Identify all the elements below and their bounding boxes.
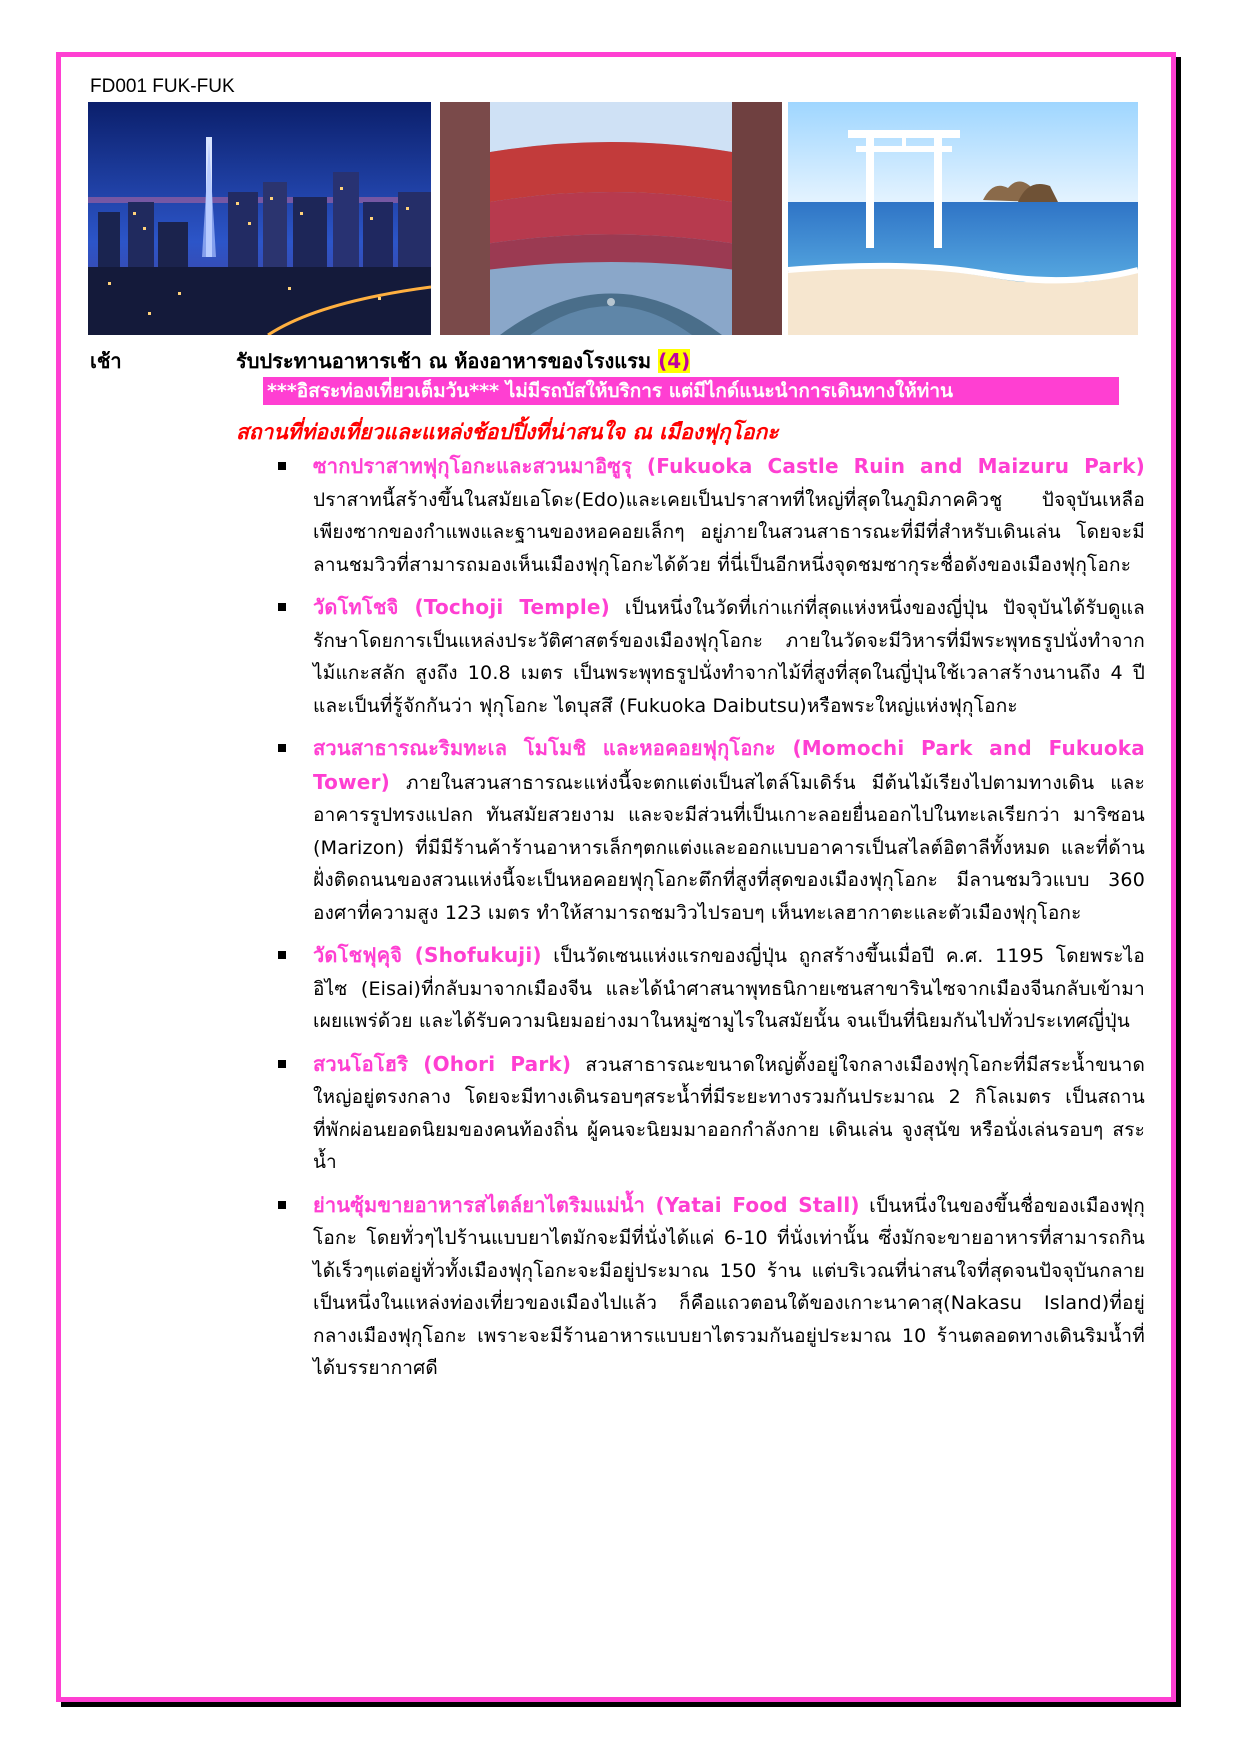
attraction-description: ภายในสวนสาธารณะแห่งนี้จะตกแต่งเป็นสไตล์โมเดิร์น มีต้นไม้เรียงไปตามทางเดิน และอาคารรูปทรงแปลก ทันสมัยสวยงาม และจะมีส่วนที่เป็นเกาะลอยยื่นออกไปในทะเลเรียกว่า มาริซอน (Marizon) ที่มีมีร้านค้าร้านอาหารเล็กๆตกแต่งและออกแบบอาคารเป็นสไลต์อิตาลีทั้งหมด และที่ด้านฝั่งติดถนนของสวนแห่งนี้จะเป็นหอคอยฟุกุโอกะตึกที่สูงที่สุดของเมืองฟุกุโอกะ มีลานชมวิวแบบ 360 องศาที่ความสูง 123 เมตร ทำให้สามารถชมวิวไปรอบๆ เห็นทะเลฮากาตะและตัวเมืองฟุกุโอกะ <box>313 771 1145 924</box>
attraction-list <box>275 450 1145 1395</box>
sakurai-futamigaura-torii-photo <box>788 102 1138 335</box>
list-item <box>275 1189 1145 1385</box>
square-bullet-icon <box>278 603 286 611</box>
list-item <box>275 939 1145 1038</box>
breakfast-note <box>236 345 690 377</box>
free-day-banner: ***อิสระท่องเที่ยวเต็มวัน*** ไม่มีรถบัสให้บริการ แต่มีไกด์แนะนำการเดินทางให้ท่าน <box>263 377 1119 405</box>
attraction-description: สวนสาธารณะขนาดใหญ่ตั้งอยู่ใจกลางเมืองฟุกุโอกะที่มีสระน้ำขนาดใหญ่อยู่ตรงกลาง โดยจะมีทางเดินรอบๆสระน้ำที่มีระยะทางรวมกันประมาณ 2 กิโลเมตร เป็นสถานที่พักผ่อนยอดนิยมของคนท้องถิ่น ผู้คนจะนิยมมาออกกำลังกาย เดินเล่น จูงสุนัข หรือนั่งเล่นรอบๆ สระน้ำ <box>313 1053 1145 1173</box>
attraction-description: เป็นหนึ่งในวัดที่เก่าแก่ที่สุดแห่งหนึ่งของญี่ปุ่น ปัจจุบันได้รับดูแลรักษาโดยการเป็นแหล่งประวัติศาสตร์ของเมืองฟุกุโอกะ ภายในวัดจะมีวิหารที่มีพระพุทธรูปนั่งทำจากไม้แกะสลัก สูงถึง 10.8 เมตร เป็นพระพุทธรูปนั่งทำจากไม้ที่สูงที่สุดในญี่ปุ่นใช้เวลาสร้างนานถึง 4 ปี และเป็นที่รู้จักกันว่า ฟุกุโอกะ ไดบุสสึ (Fukuoka Daibutsu)หรือพระใหญ่แห่งฟุกุโอกะ <box>313 597 1145 717</box>
attraction-name: สวนสาธารณะริมทะเล โมโมชิ และหอคอยฟุกุโอกะ (Momochi Park and Fukuoka Tower) <box>313 736 1145 794</box>
square-bullet-icon <box>278 744 286 752</box>
program-code: FD001 FUK-FUK <box>90 76 235 97</box>
list-item <box>275 732 1145 929</box>
square-bullet-icon <box>278 462 286 470</box>
square-bullet-icon <box>278 1060 286 1068</box>
square-bullet-icon <box>278 951 286 959</box>
attraction-name: ซากปราสาทฟุกุโอกะและสวนมาอิซูรุ (Fukuoka Castle Ruin and Maizuru Park) <box>313 454 1145 478</box>
fukuoka-night-skyline-photo <box>88 102 431 335</box>
list-item <box>275 1048 1145 1179</box>
breakfast-text: รับประทานอาหารเช้า ณ ห้องอาหารของโรงแรม <box>236 349 659 373</box>
attraction-name: ย่านซุ้มขายอาหารสไตล์ยาไตริมแม่น้ำ (Yatai Food Stall) <box>313 1192 860 1217</box>
meal-count-badge: (4) <box>658 349 691 373</box>
meal-time-label: เช้า <box>90 349 122 373</box>
list-item <box>275 591 1145 722</box>
list-item <box>275 450 1145 581</box>
canal-city-hakata-photo <box>440 102 782 335</box>
attraction-name: สวนโอโฮริ (Ohori Park) <box>313 1051 572 1076</box>
attraction-description: ปราสาทนี้สร้างขึ้นในสมัยเอโดะ(Edo)และเคยเป็นปราสาทที่ใหญ่ที่สุดในภูมิภาคคิวชู ปัจจุบันเหลือเพียงซากของกำแพงและฐานของหอคอยเล็กๆ อยู่ภายในสวนสาธารณะที่มีที่สำหรับเดินเล่น โดยจะมีลานชมวิวที่สามารถมองเห็นเมืองฟุกุโอกะได้ด้วย ที่นี่เป็นอีกหนึ่งจุดชมซากุระชื่อดังของเมืองฟุกุโอกะ <box>313 488 1145 576</box>
section-title: สถานที่ท่องเที่ยวและแหล่งช้อปปิ้งที่น่าสนใจ ณ เมืองฟุกุโอกะ <box>236 420 779 444</box>
attraction-name: วัดโทโชจิ (Tochoji Temple) <box>313 595 610 619</box>
attraction-description: เป็นวัดเซนแห่งแรกของญี่ปุ่น ถูกสร้างขึ้นเมื่อปี ค.ศ. 1195 โดยพระไอ อิไซ (Eisai)ที่กลับมาจากเมืองจีน และได้นำศาสนาพุทธนิกายเซนสาขารินไซจากเมืองจีนกลับเข้ามาเผยแพร่ด้วย และได้รับความนิยมอย่างมาในหมู่ซามูไรในสมัยนั้น จนเป็นที่นิยมกันไปทั่วประเทศญี่ปุ่น <box>313 945 1145 1032</box>
attraction-name: วัดโชฟุคุจิ (Shofukuji) <box>313 943 542 967</box>
square-bullet-icon <box>278 1201 286 1209</box>
attraction-description: เป็นหนึ่งในของขึ้นชื่อของเมืองฟุกุโอกะ โดยทั่วๆไปร้านแบบยาไตมักจะมีที่นั่งได้แค่ 6-10 ที่นั่งเท่านั้น ซึ่งมักจะขายอาหารที่สามารถกินได้เร็วๆแต่อยู่ทั่วทั้งเมืองฟุกุโอกะจะมีอยู่ประมาณ 150 ร้าน แต่บริเวณที่น่าสนใจที่สุดจนปัจจุบันกลายเป็นหนึ่งในแหล่งท่องเที่ยวของเมืองไปแล้ว ก็คือแถวตอนใต้ของเกาะนาคาสุ(Nakasu Island)ที่อยู่กลางเมืองฟุกุโอกะ เพราะจะมีร้านอาหารแบบยาไตรวมกันอยู่ประมาณ 10 ร้านตลอดทางเดินริมน้ำที่ได้บรรยากาศดี <box>313 1194 1145 1379</box>
